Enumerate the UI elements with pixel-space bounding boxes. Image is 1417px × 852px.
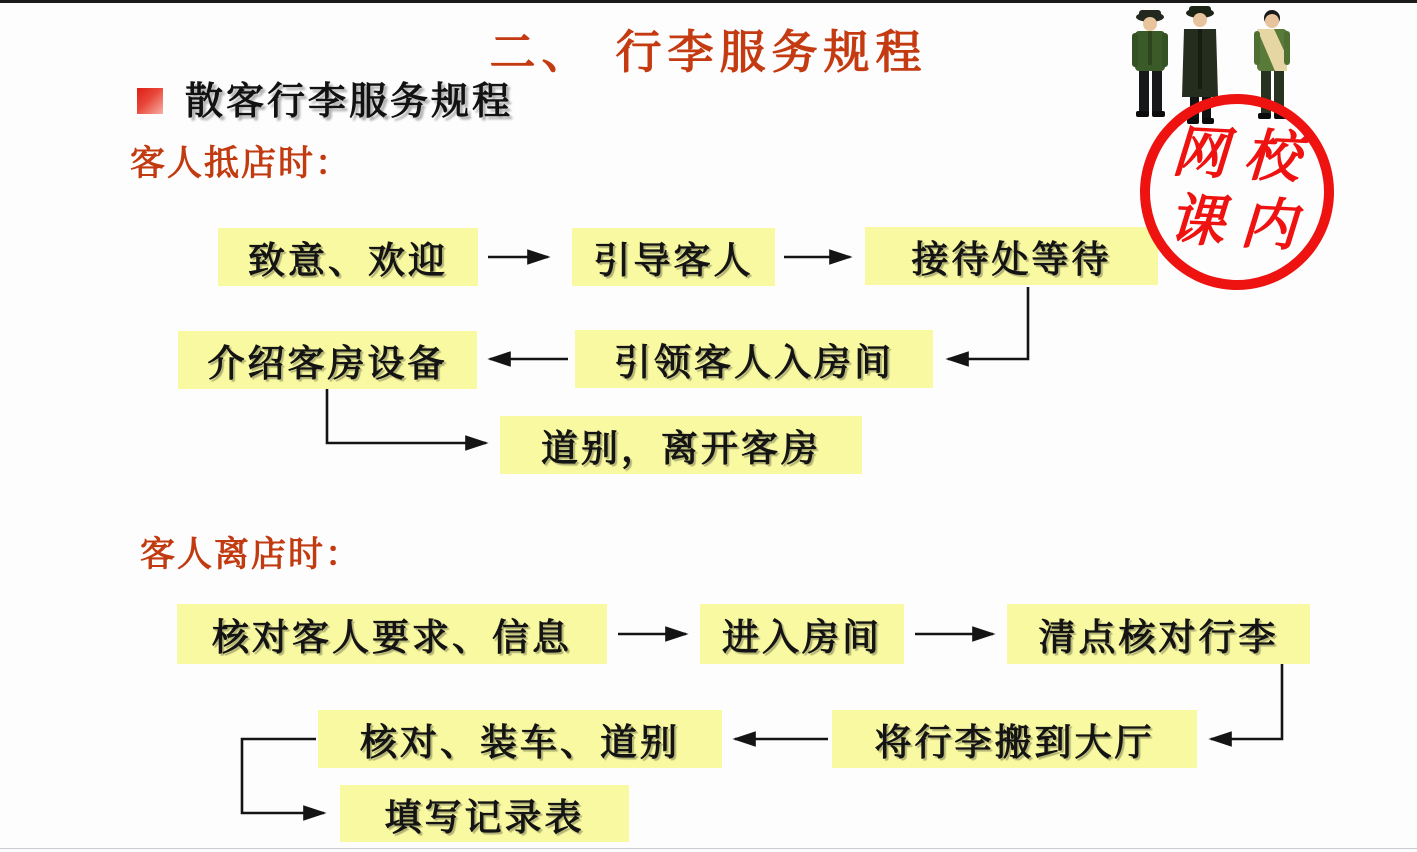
bullet-item-label: 散客行李服务规程 bbox=[185, 79, 514, 123]
stamp-char-3: 课 bbox=[1166, 186, 1227, 256]
stamp-char-4: 内 bbox=[1238, 190, 1299, 260]
flow-node-guide-guest: 引导客人 bbox=[572, 228, 775, 286]
page-title: 二、 行李服务规程 bbox=[489, 25, 928, 79]
arrival-section-heading: 客人抵店时： bbox=[130, 144, 353, 184]
arrow-arrival-5-6 bbox=[327, 389, 486, 443]
flow-node-greet-welcome: 致意、欢迎 bbox=[218, 228, 478, 286]
flow-node-wait-reception: 接待处等待 bbox=[865, 227, 1158, 285]
flow-node-check-load-farewell: 核对、装车、道别 bbox=[318, 710, 722, 768]
watermark-stamp bbox=[1135, 89, 1339, 295]
flow-node-lead-to-room: 引领客人入房间 bbox=[575, 330, 933, 388]
flow-node-count-check-luggage: 清点核对行李 bbox=[1007, 604, 1310, 664]
departure-section-heading: 客人离店时： bbox=[140, 535, 363, 575]
arrow-arrival-3-4 bbox=[948, 287, 1028, 359]
flow-node-farewell-leave-room: 道别，离开客房 bbox=[500, 416, 862, 474]
arrow-departure-5-6 bbox=[242, 739, 324, 813]
stamp-char-2: 校 bbox=[1242, 122, 1302, 192]
flow-node-enter-room: 进入房间 bbox=[700, 604, 904, 664]
flow-node-move-luggage-lobby: 将行李搬到大厅 bbox=[832, 710, 1197, 768]
flow-node-verify-request-info: 核对客人要求、信息 bbox=[177, 604, 607, 664]
flow-node-introduce-room: 介绍客房设备 bbox=[178, 331, 477, 389]
flow-node-fill-record-form: 填写记录表 bbox=[340, 785, 629, 842]
stamp-text bbox=[1158, 118, 1315, 266]
stamp-char-1: 网 bbox=[1170, 118, 1230, 188]
arrow-departure-3-4 bbox=[1211, 664, 1282, 739]
